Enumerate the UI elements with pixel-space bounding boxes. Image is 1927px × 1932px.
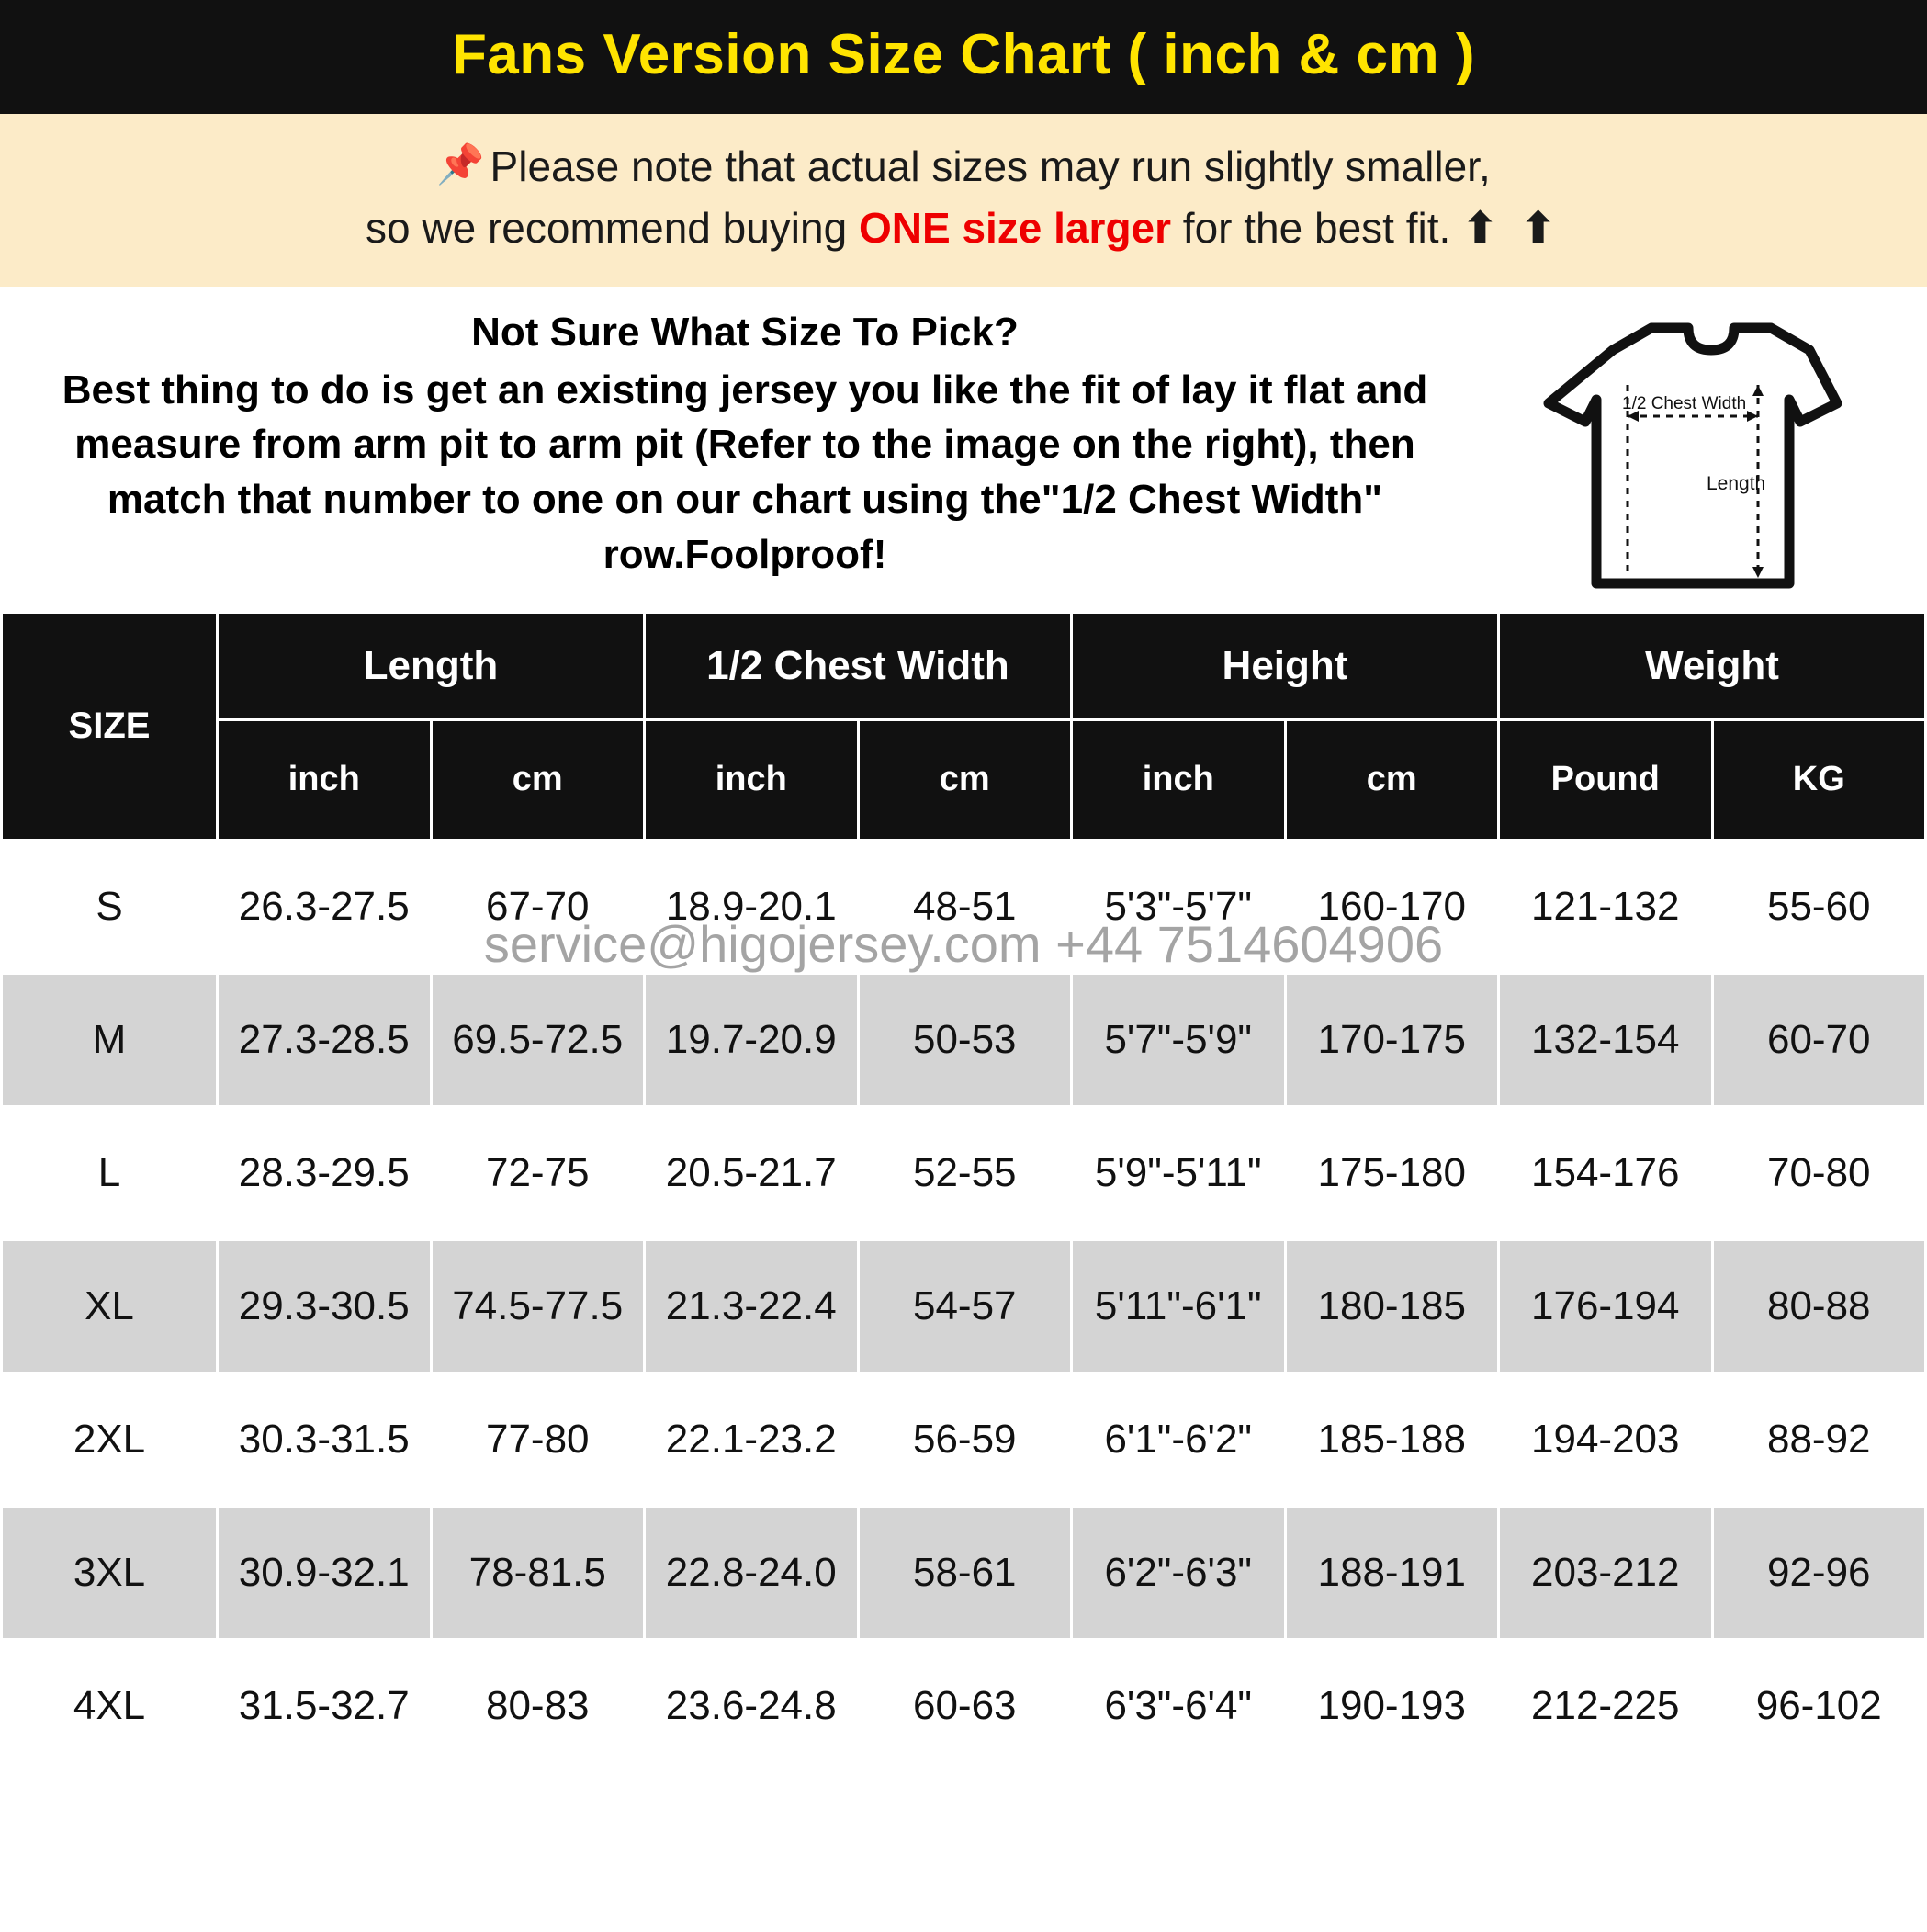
cell-chest-inch: 20.5-21.7 [645, 1106, 859, 1239]
header-weight-kg: KG [1712, 719, 1926, 840]
pushpin-icon: 📌 [436, 142, 485, 186]
cell-chest-cm: 56-59 [858, 1373, 1072, 1506]
info-text-block [0, 310, 1495, 582]
cell-chest-inch: 22.1-23.2 [645, 1373, 859, 1506]
cell-height-cm: 188-191 [1285, 1506, 1499, 1639]
table-row [2, 1506, 1926, 1639]
info-section [0, 289, 1927, 611]
header-chest-cm: cm [858, 719, 1072, 840]
chest-width-label: 1/2 Chest Width [1622, 393, 1747, 413]
cell-height-inch: 5'9"-5'11" [1072, 1106, 1286, 1239]
cell-weight-kg: 60-70 [1712, 973, 1926, 1106]
table-row [2, 1373, 1926, 1506]
contact-watermark: service@higojersey.com +44 7514604906 [483, 915, 1444, 973]
size-chart-table [0, 611, 1927, 1774]
cell-weight-pound: 212-225 [1499, 1639, 1713, 1772]
length-label: Length [1707, 472, 1766, 494]
cell-length-inch: 31.5-32.7 [218, 1639, 432, 1772]
cell-chest-inch: 22.8-24.0 [645, 1506, 859, 1639]
cell-height-inch: 5'11"-6'1" [1072, 1239, 1286, 1373]
cell-height-inch: 6'2"-6'3" [1072, 1506, 1286, 1639]
table-row [2, 1106, 1926, 1239]
cell-chest-cm: 50-53 [858, 973, 1072, 1106]
header-height-inch: inch [1072, 719, 1286, 840]
cell-length-inch: 27.3-28.5 [218, 973, 432, 1106]
header-weight-pound: Pound [1499, 719, 1713, 840]
cell-height-cm: 180-185 [1285, 1239, 1499, 1373]
cell-height-cm: 170-175 [1285, 973, 1499, 1106]
cell-weight-pound: 132-154 [1499, 973, 1713, 1106]
header-group-weight: Weight [1499, 612, 1926, 719]
note-line-1 [18, 136, 1909, 198]
cell-chest-inch: 19.7-20.9 [645, 973, 859, 1106]
header-group-height: Height [1072, 612, 1499, 719]
header-height-cm: cm [1285, 719, 1499, 840]
cell-weight-kg: 70-80 [1712, 1106, 1926, 1239]
cell-length-inch: 28.3-29.5 [218, 1106, 432, 1239]
tshirt-icon [1514, 319, 1863, 594]
cell-size: 3XL [2, 1506, 218, 1639]
cell-size: XL [2, 1239, 218, 1373]
header-group-length: Length [218, 612, 645, 719]
info-body: Best thing to do is get an existing jersey you like the fit of lay it flat and measure from arm pit to arm pit (Refer to the image on the right), then match that number to one on our chart using the"1/2 Chest Width" row.Foolproof! [62, 367, 1428, 578]
cell-length-cm: 80-83 [431, 1639, 645, 1772]
header-length-cm: cm [431, 719, 645, 840]
cell-weight-kg: 92-96 [1712, 1506, 1926, 1639]
cell-chest-cm: 54-57 [858, 1239, 1072, 1373]
cell-size: S [2, 840, 218, 973]
cell-length-cm: 78-81.5 [431, 1506, 645, 1639]
cell-weight-kg: 55-60 [1712, 840, 1926, 973]
title-bar [0, 0, 1927, 114]
table-head [2, 612, 1926, 840]
cell-height-cm: 175-180 [1285, 1106, 1499, 1239]
note-line-2-suffix: for the best fit. [1171, 203, 1463, 252]
page-title: Fans Version Size Chart ( inch & cm ) [451, 23, 1476, 86]
table-row [2, 973, 1926, 1106]
cell-height-inch: 6'1"-6'2" [1072, 1373, 1286, 1506]
note-line-2-prefix: so we recommend buying [366, 203, 859, 252]
note-line-1-text: Please note that actual sizes may run slightly smaller, [490, 142, 1491, 191]
table-row [2, 1639, 1926, 1772]
cell-weight-kg: 80-88 [1712, 1239, 1926, 1373]
up-arrows-icon: ⬆ ⬆ [1462, 203, 1561, 252]
tshirt-diagram [1495, 310, 1927, 594]
header-size: SIZE [2, 612, 218, 840]
cell-weight-pound: 176-194 [1499, 1239, 1713, 1373]
note-band [0, 114, 1927, 288]
cell-chest-cm: 60-63 [858, 1639, 1072, 1772]
note-emphasis: ONE size larger [858, 203, 1172, 252]
cell-length-cm: 72-75 [431, 1106, 645, 1239]
cell-weight-pound: 154-176 [1499, 1106, 1713, 1239]
cell-chest-cm: 48-51 [858, 840, 1072, 973]
cell-chest-inch: 21.3-22.4 [645, 1239, 859, 1373]
cell-weight-kg: 96-102 [1712, 1639, 1926, 1772]
cell-length-inch: 30.3-31.5 [218, 1373, 432, 1506]
cell-size: 2XL [2, 1373, 218, 1506]
cell-weight-pound: 121-132 [1499, 840, 1713, 973]
table-row [2, 840, 1926, 973]
cell-length-cm: 69.5-72.5 [431, 973, 645, 1106]
cell-height-cm: 190-193 [1285, 1639, 1499, 1772]
cell-height-inch: 5'7"-5'9" [1072, 973, 1286, 1106]
table-row [2, 1239, 1926, 1373]
table-unit-header-row [2, 719, 1926, 840]
cell-chest-cm: 52-55 [858, 1106, 1072, 1239]
cell-height-cm: 185-188 [1285, 1373, 1499, 1506]
cell-height-inch: 5'3"-5'7" [1072, 840, 1286, 973]
header-chest-inch: inch [645, 719, 859, 840]
cell-height-inch: 6'3"-6'4" [1072, 1639, 1286, 1772]
cell-chest-inch: 18.9-20.1 [645, 840, 859, 973]
table-body [2, 840, 1926, 1772]
cell-size: L [2, 1106, 218, 1239]
cell-length-inch: 29.3-30.5 [218, 1239, 432, 1373]
cell-length-inch: 30.9-32.1 [218, 1506, 432, 1639]
table-group-header-row [2, 612, 1926, 719]
cell-chest-inch: 23.6-24.8 [645, 1639, 859, 1772]
cell-weight-pound: 203-212 [1499, 1506, 1713, 1639]
cell-weight-pound: 194-203 [1499, 1373, 1713, 1506]
header-group-chest: 1/2 Chest Width [645, 612, 1072, 719]
header-length-inch: inch [218, 719, 432, 840]
cell-length-cm: 67-70 [431, 840, 645, 973]
cell-length-inch: 26.3-27.5 [218, 840, 432, 973]
cell-length-cm: 77-80 [431, 1373, 645, 1506]
cell-length-cm: 74.5-77.5 [431, 1239, 645, 1373]
info-heading: Not Sure What Size To Pick? [471, 309, 1019, 355]
cell-size: M [2, 973, 218, 1106]
cell-height-cm: 160-170 [1285, 840, 1499, 973]
cell-chest-cm: 58-61 [858, 1506, 1072, 1639]
note-line-2 [18, 198, 1909, 259]
cell-weight-kg: 88-92 [1712, 1373, 1926, 1506]
cell-size: 4XL [2, 1639, 218, 1772]
